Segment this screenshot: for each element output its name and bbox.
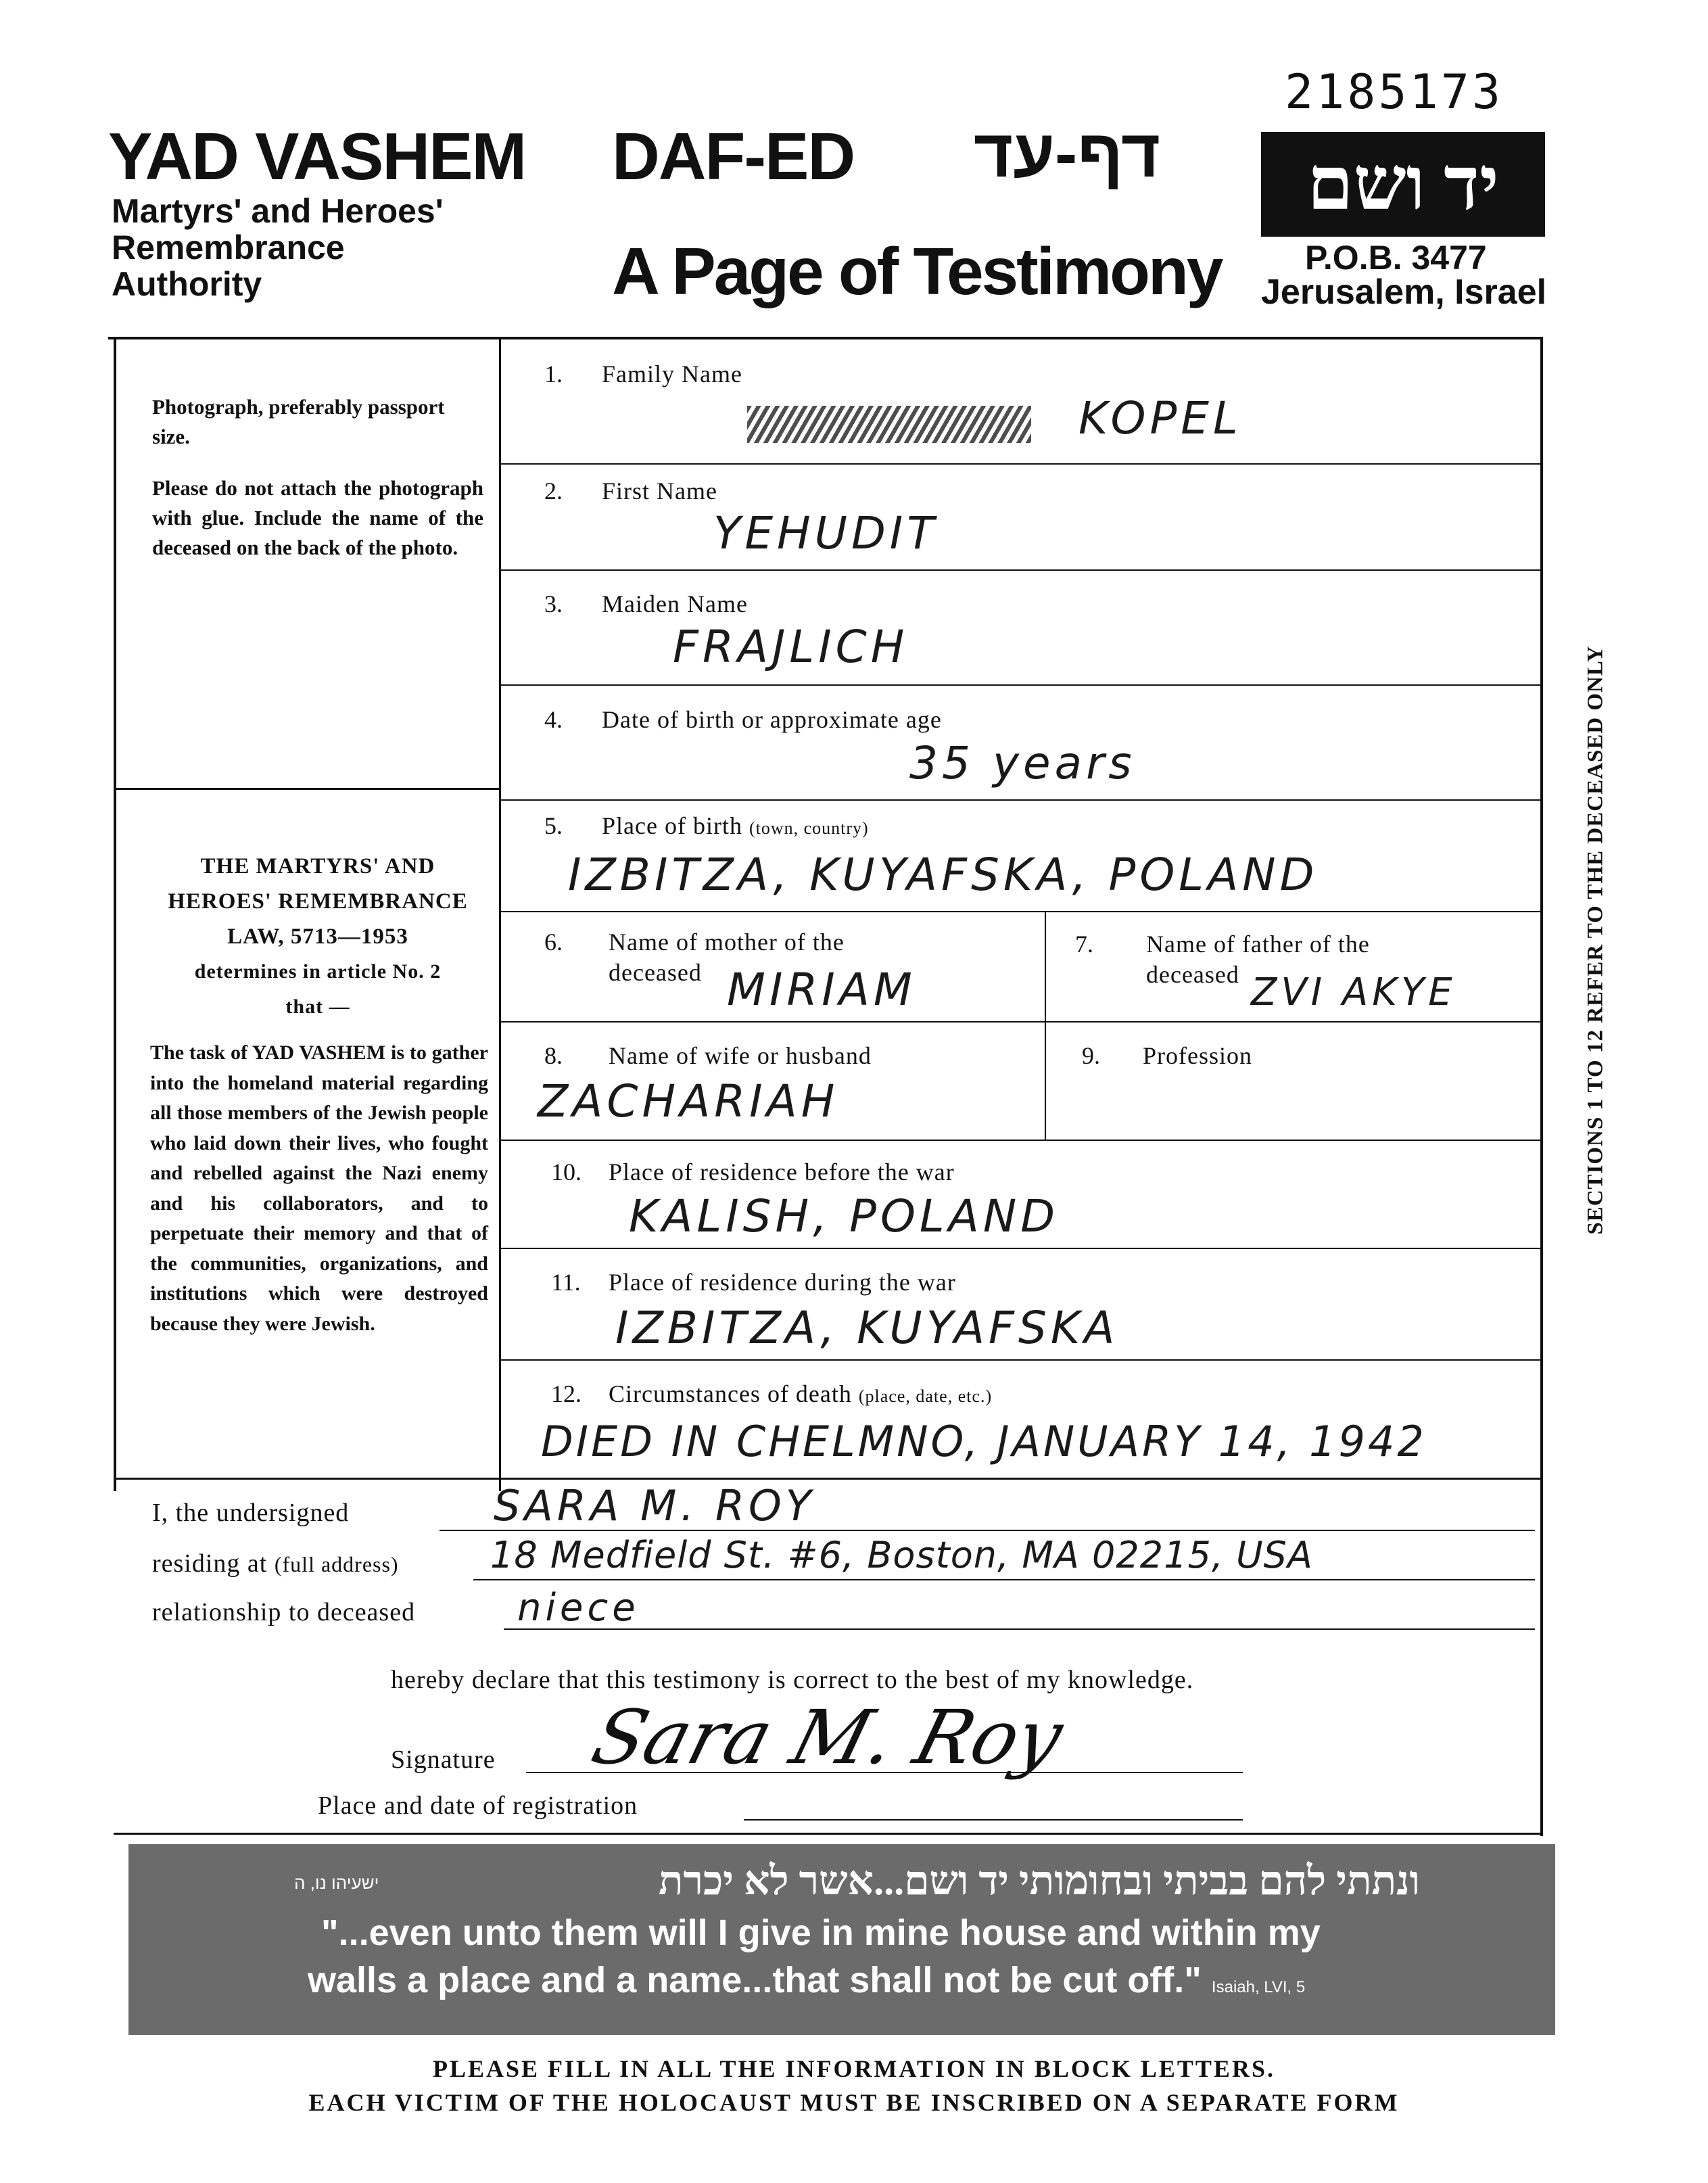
org-subtitle-line: Remembrance	[112, 229, 345, 266]
field-number: 9.	[1082, 1042, 1100, 1069]
photo-note-body: Please do not attach the photograph with glue. Include the name of the deceased on the back of the photo.	[152, 476, 483, 559]
residing-line	[473, 1579, 1535, 1580]
org-subtitle-line: Authority	[112, 265, 262, 303]
law-heading-line: HEROES' REMEMBRANCE	[168, 889, 468, 914]
birthplace-label-text: Place of birth	[602, 812, 742, 839]
prewar-residence-value[interactable]: KALISH, POLAND	[629, 1190, 1060, 1242]
father-name-label: Name of father of the	[1146, 931, 1370, 958]
field-number: 2.	[544, 477, 563, 504]
death-circumstances-label	[609, 1380, 992, 1408]
field-number: 8.	[544, 1042, 563, 1069]
column-divider	[499, 338, 501, 1491]
maiden-name-value[interactable]: FRAJLICH	[673, 621, 909, 673]
banner-english-quote-2	[308, 1959, 1305, 2001]
declaration-divider	[114, 1478, 1543, 1480]
profession-label: Profession	[1143, 1042, 1252, 1069]
sections-note-text: SECTIONS 1 TO 12 REFER TO THE DECEASED ONLY	[1583, 645, 1608, 1235]
place-date-label: Place and date of registration	[318, 1791, 638, 1820]
banner-english-quote-1: "...even unto them will I give in mine house and within my	[321, 1912, 1321, 1953]
residing-label	[152, 1549, 399, 1578]
mother-name-value[interactable]: MIRIAM	[727, 964, 916, 1016]
wartime-residence-value[interactable]: IZBITZA, KUYAFSKA	[615, 1302, 1119, 1354]
field-number: 3.	[544, 590, 563, 617]
org-subtitle-line: Martyrs' and Heroes'	[112, 192, 444, 230]
law-heading-line: THE MARTYRS' AND	[200, 854, 435, 878]
family-name-label: Family Name	[602, 360, 742, 388]
residing-label-note: (full address)	[274, 1552, 399, 1576]
birthplace-label	[602, 812, 869, 840]
father-name-value[interactable]: ZVI AKYE	[1251, 970, 1456, 1014]
banner-hebrew-reference: ישעיהו נו, ה	[294, 1873, 379, 1893]
city: Jerusalem, Israel	[1261, 273, 1547, 312]
relationship-value[interactable]: niece	[517, 1586, 640, 1630]
birthplace-value[interactable]: IZBITZA, KUYAFSKA, POLAND	[568, 849, 1319, 901]
row-line	[500, 569, 1542, 571]
field-number: 12.	[551, 1380, 582, 1407]
left-divider	[114, 788, 500, 790]
banner-english-quote-2-text: walls a place and a name...that shall not be cut off."	[308, 1960, 1202, 2000]
quote-banner	[128, 1844, 1555, 2035]
birthplace-label-note: (town, country)	[749, 818, 869, 838]
relationship-label: relationship to deceased	[152, 1598, 416, 1626]
frame-top	[108, 337, 1543, 339]
page-title: A Page of Testimony	[612, 234, 1222, 308]
frame-bottom	[114, 1833, 1543, 1835]
footer-instruction-1: PLEASE FILL IN ALL THE INFORMATION IN BLOCK LETTERS.	[433, 2055, 1275, 2082]
residing-label-text: residing at	[152, 1549, 268, 1578]
row-line	[500, 1140, 1542, 1141]
death-circumstances-value[interactable]: DIED IN CHELMNO, JANUARY 14, 1942	[541, 1417, 1427, 1466]
field-number: 1.	[544, 360, 563, 388]
prewar-residence-label: Place of residence before the war	[609, 1158, 955, 1186]
serial-number: 2185173	[1285, 64, 1504, 120]
row-line	[500, 799, 1542, 801]
undersigned-value[interactable]: SARA M. ROY	[494, 1481, 815, 1530]
row-line	[500, 1021, 1542, 1023]
yad-vashem-logo: יד ושם	[1261, 132, 1545, 237]
law-heading-line: LAW, 5713—1953	[227, 924, 408, 949]
death-circumstances-label-note: (place, date, etc.)	[858, 1386, 993, 1406]
place-date-line	[744, 1819, 1243, 1821]
sections-note	[1575, 561, 1616, 1319]
row-line	[500, 1248, 1542, 1249]
law-heading	[145, 849, 490, 1025]
photo-note-title: Photograph, preferably passport size.	[152, 395, 445, 448]
birth-date-value[interactable]: 35 years	[909, 737, 1136, 789]
frame-left	[114, 338, 116, 1491]
field-number: 6.	[544, 929, 563, 956]
law-text: The task of YAD VASHEM is to gather into the homeland material regarding all those members of the Jewish people who laid down their lives, who fought and rebelled against the Nazi enemy and his collaborators, and to perpetuate their memory and that of the communities, organizations, and institutions which were destroyed because they were Jewish.	[150, 1041, 488, 1335]
field-number: 7.	[1075, 931, 1093, 958]
row-line	[500, 1359, 1542, 1361]
form-name-hebrew: דף-עד	[974, 116, 1161, 191]
field-number: 10.	[551, 1158, 582, 1186]
footer-instruction-2: EACH VICTIM OF THE HOLOCAUST MUST BE INSCRIBED ON A SEPARATE FORM	[308, 2089, 1400, 2116]
signature-label: Signature	[391, 1745, 496, 1774]
mother-name-label-2: deceased	[609, 959, 702, 986]
field-number: 4.	[544, 706, 563, 733]
relationship-line	[504, 1628, 1535, 1630]
first-name-label: First Name	[602, 477, 717, 504]
crossed-out-text	[747, 406, 1031, 443]
law-heading-line: determines in article No. 2	[194, 960, 442, 983]
spouse-name-value[interactable]: ZACHARIAH	[538, 1075, 839, 1127]
father-name-label-2: deceased	[1146, 961, 1239, 988]
birth-date-label: Date of birth or approximate age	[602, 706, 942, 733]
row-line	[500, 684, 1542, 686]
form-name: DAF-ED	[612, 119, 855, 193]
cell-divider	[1045, 911, 1046, 1140]
field-number: 5.	[544, 812, 563, 839]
banner-english-reference: Isaiah, LVI, 5	[1211, 1978, 1306, 1996]
banner-hebrew-quote: ונתתי להם בביתי ובחומותי יד ושם...אשר לא יכרת	[658, 1858, 1420, 1903]
death-circumstances-label-text: Circumstances of death	[609, 1380, 852, 1407]
undersigned-label: I, the undersigned	[152, 1499, 350, 1527]
first-name-value[interactable]: YEHUDIT	[713, 507, 939, 559]
mother-name-label: Name of mother of the	[609, 929, 845, 956]
wartime-residence-label: Place of residence during the war	[609, 1269, 956, 1296]
law-heading-line: that —	[285, 995, 350, 1018]
org-subtitle	[112, 193, 444, 302]
field-number: 11.	[551, 1269, 581, 1296]
row-line	[500, 911, 1542, 912]
frame-right	[1540, 338, 1543, 1836]
po-box: P.O.B. 3477	[1305, 239, 1487, 277]
spouse-name-label: Name of wife or husband	[609, 1042, 872, 1069]
family-name-value[interactable]: KOPEL	[1078, 392, 1242, 444]
residing-value[interactable]: 18 Medfield St. #6, Boston, MA 02215, USA	[490, 1534, 1313, 1576]
declaration-statement: hereby declare that this testimony is correct to the best of my knowledge.	[391, 1666, 1194, 1694]
org-name: YAD VASHEM	[108, 119, 526, 193]
signature-value[interactable]: Sara M. Roy	[583, 1694, 1072, 1781]
row-line	[500, 463, 1542, 465]
maiden-name-label: Maiden Name	[602, 590, 748, 617]
